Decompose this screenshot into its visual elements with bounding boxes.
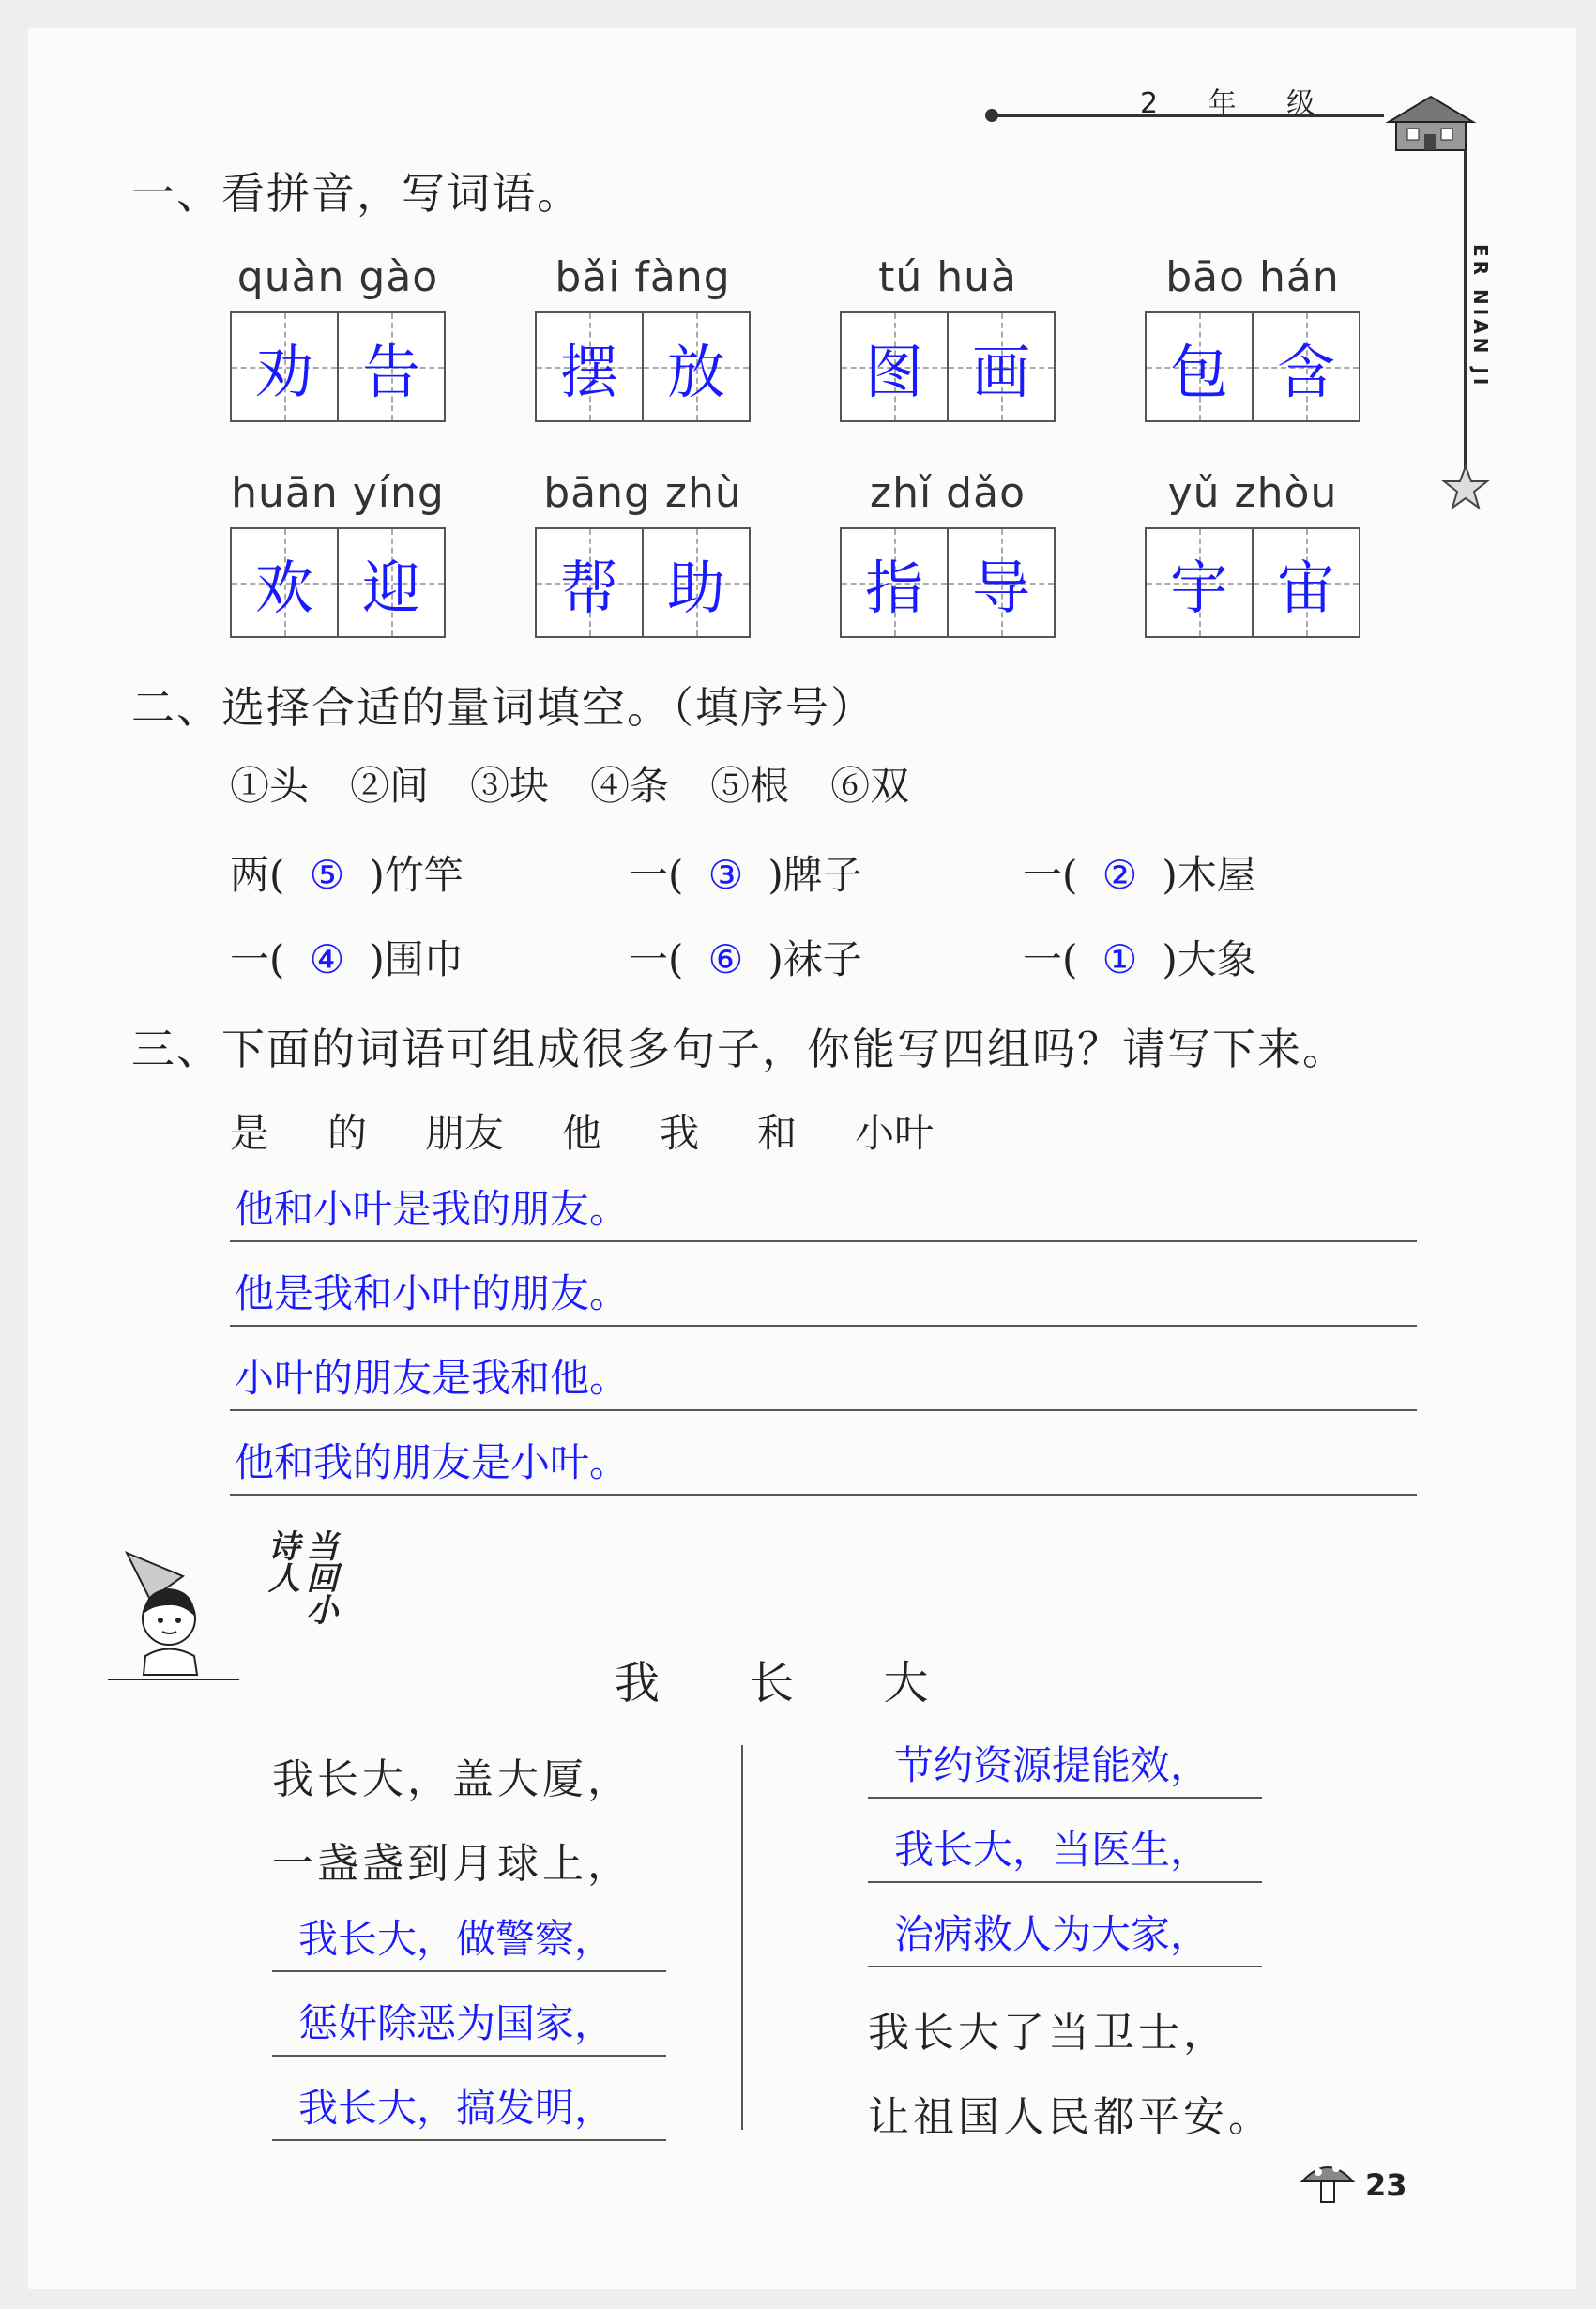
poem-line: 我长大，盖大厦， (272, 1755, 632, 1803)
answer-line[interactable]: 他和我的朋友是小叶。 (230, 1437, 1417, 1496)
pinyin: yǔ zhòu (1167, 469, 1338, 517)
char-cell[interactable]: 摆 (537, 313, 642, 420)
pinyin: zhǐ dǎo (869, 469, 1026, 517)
char-cell[interactable]: 劝 (232, 313, 337, 420)
poem-answer-line[interactable]: 我长大，当医生， (868, 1825, 1262, 1883)
answer-blank[interactable]: ④ (309, 936, 345, 982)
poem-answer-line[interactable]: 我长大，做警察， (272, 1914, 666, 1972)
fill-item: 一( ③ )牌子 (629, 852, 862, 898)
given-words (230, 1102, 992, 1159)
char-cell[interactable]: 放 (642, 313, 749, 420)
side-line (1464, 150, 1467, 488)
char-cell[interactable]: 包 (1147, 313, 1252, 420)
answer-blank[interactable]: ① (1102, 936, 1138, 982)
given-word: 小叶 (855, 1110, 935, 1156)
option: ②间 (350, 763, 430, 809)
option: ⑤根 (710, 763, 790, 809)
poem-line: 我长大了当卫士， (868, 2009, 1228, 2057)
char-cell[interactable]: 图 (842, 313, 947, 420)
given-word: 他 (562, 1110, 602, 1156)
mushroom-icon (1295, 2153, 1360, 2210)
char-cell[interactable]: 迎 (337, 529, 444, 636)
star-icon (1441, 463, 1490, 512)
given-word: 和 (757, 1110, 798, 1156)
option: ③块 (470, 763, 550, 809)
fill-item: 一( ① )大象 (1023, 936, 1256, 982)
answer-line[interactable]: 他是我和小叶的朋友。 (230, 1268, 1417, 1327)
option: ④条 (590, 763, 670, 809)
char-cell[interactable]: 指 (842, 529, 947, 636)
section1-title: 一、看拼音，写词语。 (131, 168, 582, 219)
given-word: 朋友 (425, 1110, 505, 1156)
pinyin: tú huà (878, 253, 1017, 301)
pinyin: quàn gào (236, 253, 439, 301)
char-cell[interactable]: 欢 (232, 529, 337, 636)
given-word: 是 (230, 1110, 270, 1156)
answer-line[interactable]: 他和小叶是我的朋友。 (230, 1184, 1417, 1242)
pinyin: bǎi fàng (555, 253, 731, 301)
char-cell[interactable]: 画 (947, 313, 1054, 420)
answer-blank[interactable]: ③ (707, 852, 744, 898)
option: ⑥双 (830, 763, 910, 809)
section3-title: 三、下面的词语可组成很多句子，你能写四组吗？请写下来。 (131, 1024, 1347, 1074)
fill-item: 一( ⑥ )袜子 (629, 936, 862, 982)
char-cell[interactable]: 导 (947, 529, 1054, 636)
poem-line: 让祖国人民都平安。 (868, 2093, 1273, 2141)
poem-answer-line[interactable]: 惩奸除恶为国家， (272, 1998, 666, 2057)
given-word: 的 (327, 1110, 368, 1156)
answer-blank[interactable]: ⑤ (309, 852, 345, 898)
poem-answer-line[interactable]: 节约资源提能效， (868, 1740, 1262, 1799)
fill-item: 一( ② )木屋 (1023, 852, 1256, 898)
answer-blank[interactable]: ⑥ (707, 936, 744, 982)
measure-word-options (230, 755, 950, 812)
house-icon (1379, 89, 1482, 155)
pinyin: huān yíng (231, 469, 445, 517)
char-cell[interactable]: 帮 (537, 529, 642, 636)
side-label: ER NIAN JI (1469, 244, 1492, 389)
page-number: 23 (1365, 2167, 1407, 2203)
pinyin: bāng zhù (543, 469, 742, 517)
poem-divider (741, 1745, 743, 2130)
section2-title: 二、选择合适的量词填空。（填序号） (131, 682, 875, 733)
option: ①头 (230, 763, 310, 809)
given-word: 我 (660, 1110, 700, 1156)
char-cell[interactable]: 含 (1252, 313, 1359, 420)
char-cell[interactable]: 宙 (1252, 529, 1359, 636)
fill-item: 一( ④ )围巾 (230, 936, 464, 982)
pinyin: bāo hán (1165, 253, 1340, 301)
poem-answer-line[interactable]: 治病救人为大家， (868, 1909, 1262, 1967)
char-cell[interactable]: 告 (337, 313, 444, 420)
answer-blank[interactable]: ② (1102, 852, 1138, 898)
poem-title: 我 长 大 (615, 1657, 966, 1709)
poem-line: 一盏盏到月球上， (272, 1840, 632, 1888)
grade-label: 2 年 级 (1140, 87, 1336, 120)
char-cell[interactable]: 助 (642, 529, 749, 636)
char-cell[interactable]: 宇 (1147, 529, 1252, 636)
poem-answer-line[interactable]: 我长大，搞发明， (272, 2083, 666, 2141)
fill-item: 两( ⑤ )竹竿 (230, 852, 464, 898)
answer-line[interactable]: 小叶的朋友是我和他。 (230, 1353, 1417, 1411)
badge-label: 当回小诗人 (262, 1529, 338, 1625)
